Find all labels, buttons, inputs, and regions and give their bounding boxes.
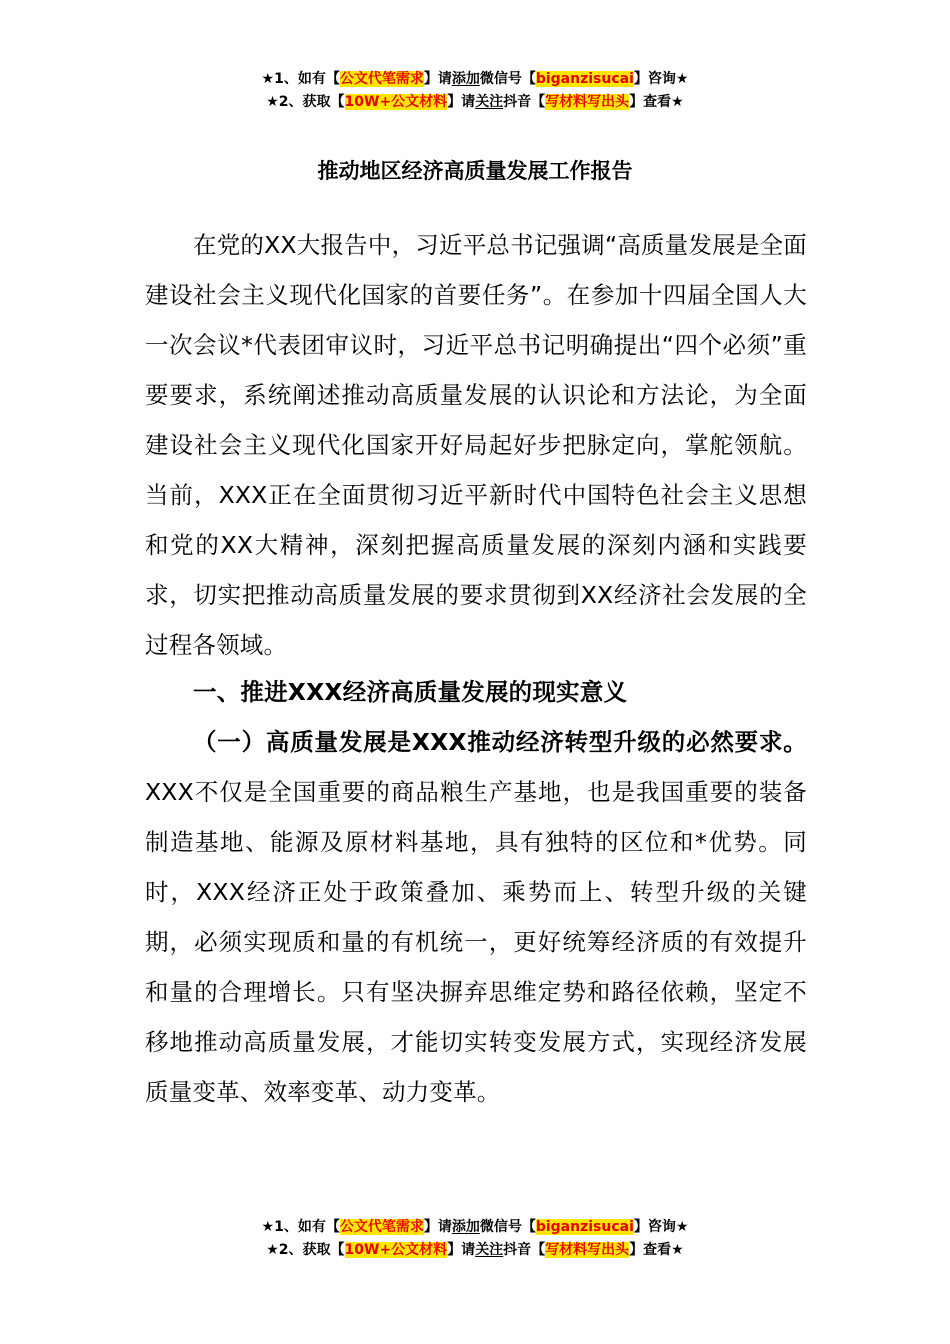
- banner-text: 】请: [423, 1219, 452, 1235]
- section-1: [145, 667, 807, 1117]
- banner-text: ★2、获取【: [266, 1242, 345, 1258]
- banner-line-1: [0, 68, 950, 91]
- highlight-service: 公文代笔需求: [339, 1219, 424, 1235]
- banner-line-1: [0, 1216, 950, 1239]
- subsection-text: XXX不仅是全国重要的商品粮生产基地，也是我国重要的装备制造基地、能源及原材料基地，具有独特的区位和*优势。同时，XXX经济正处于政策叠加、乘势而上、转型升级的关键期，必须实现质和量的有机统一，更好统筹经济质的有效提升和量的合理增长。只有坚决摒弃思维定势和路径依赖，坚定不移地推动高质量发展，才能切实转变发展方式，实现经济发展质量变革、效率变革、动力变革。: [145, 778, 807, 1106]
- banner-text: 微信号【: [479, 71, 536, 87]
- banner-text: 】请: [447, 94, 476, 110]
- banner-text: 】查看★: [629, 1242, 684, 1258]
- banner-text: 微信号【: [479, 1219, 536, 1235]
- underlined-follow: 关注: [475, 94, 504, 110]
- subsection-heading: （一）高质量发展是XXX推动经济转型升级的必然要求。: [193, 728, 807, 756]
- highlight-wechat-id: biganzisucai: [535, 1219, 634, 1235]
- banner-text: 抖音【: [503, 94, 546, 110]
- banner-line-2: [0, 1239, 950, 1262]
- banner-text: 】咨询★: [633, 71, 689, 87]
- intro-paragraph: 在党的XX大报告中，习近平总书记强调“高质量发展是全面建设社会主义现代化国家的首要任务”。在参加十四届全国人大一次会议*代表团审议时，习近平总书记明确提出“四个必须”重要要求，系统阐述推动高质量发展的认识论和方法论，为全面建设社会主义现代化国家开好局起好步把脉定向，掌舵领航。当前，XXX正在全面贯彻习近平新时代中国特色社会主义思想和党的XX大精神，深刻把握高质量发展的深刻内涵和实践要求，切实把推动高质量发展的要求贯彻到XX经济社会发展的全过程各领域。: [145, 231, 807, 659]
- banner-text: 】请: [447, 1242, 476, 1258]
- banner-text: ★1、如有【: [261, 71, 340, 87]
- banner-text: 】咨询★: [633, 1219, 689, 1235]
- banner-text: 】请: [423, 71, 452, 87]
- highlight-service: 公文代笔需求: [339, 71, 424, 87]
- banner-text: ★1、如有【: [261, 1219, 340, 1235]
- highlight-douyin-account: 写材料写出头: [545, 94, 630, 110]
- top-ad-banner: [0, 68, 950, 114]
- highlight-materials: 10W+公文材料: [344, 94, 448, 110]
- banner-text: 】查看★: [629, 94, 684, 110]
- underlined-add: 添加: [451, 1219, 480, 1235]
- banner-text: ★2、获取【: [266, 94, 345, 110]
- highlight-materials: 10W+公文材料: [344, 1242, 448, 1258]
- bottom-ad-banner: [0, 1216, 950, 1262]
- highlight-wechat-id: biganzisucai: [535, 71, 634, 87]
- highlight-douyin-account: 写材料写出头: [545, 1242, 630, 1258]
- document-title: 推动地区经济高质量发展工作报告: [317, 159, 633, 183]
- banner-text: 抖音【: [503, 1242, 546, 1258]
- underlined-follow: 关注: [475, 1242, 504, 1258]
- banner-line-2: [0, 91, 950, 114]
- section-heading: 一、推进XXX经济高质量发展的现实意义: [193, 678, 628, 706]
- underlined-add: 添加: [451, 71, 480, 87]
- subsection-paragraph: [145, 717, 807, 1117]
- intro-block: [145, 220, 807, 670]
